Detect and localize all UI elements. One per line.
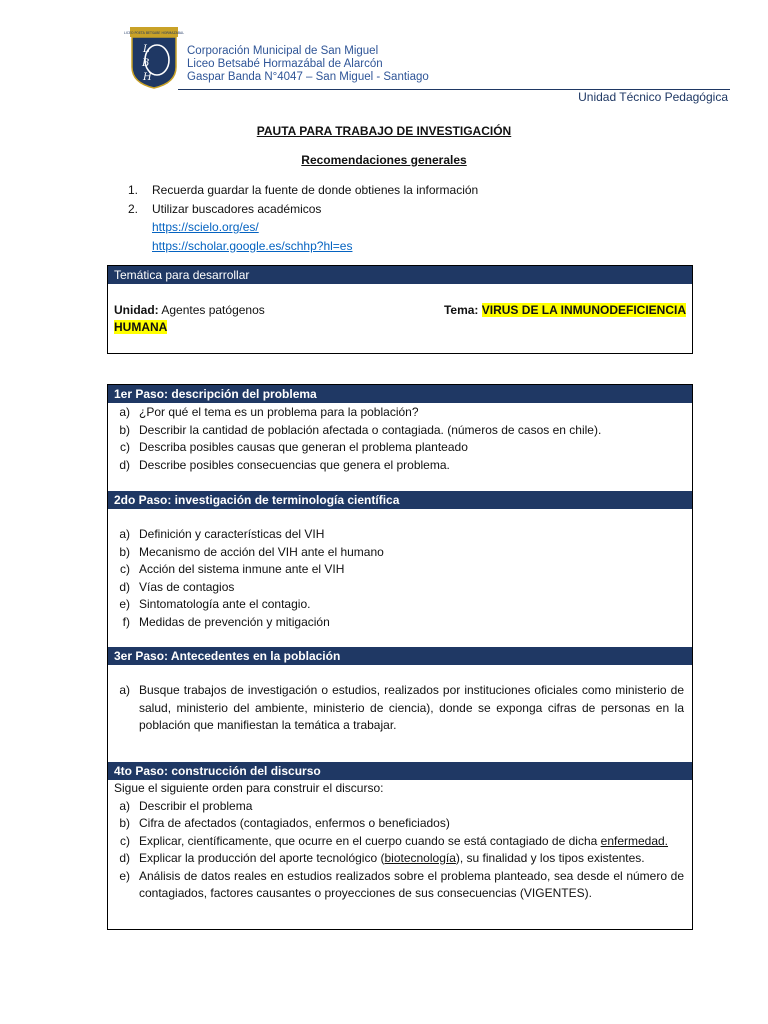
google-scholar-link[interactable]: https://scholar.google.es/schhp?hl=es xyxy=(152,238,353,253)
list-item xyxy=(128,200,478,219)
document-title: PAUTA PARA TRABAJO DE INVESTIGACIÓN xyxy=(256,124,512,138)
logo-text: LICEO POETA BETSABE HORMAZABAL xyxy=(124,31,184,35)
list-item: f) Medidas de prevención y mitigación xyxy=(122,614,330,629)
step1-header: 1er Paso: descripción del problema xyxy=(108,385,692,403)
logo-letter: B xyxy=(142,58,150,69)
step4-list xyxy=(108,780,692,903)
scielo-link[interactable]: https://scielo.org/es/ xyxy=(152,220,259,234)
topic-body xyxy=(108,284,692,336)
unit-label: Unidad: xyxy=(114,303,159,317)
list-item: d) Describe posibles consecuencias que genera el problema. xyxy=(119,457,450,472)
step1-list xyxy=(108,403,692,491)
list-item: e) Análisis de datos reales en estudios realizados sobre el problema planteado, sea desde el número de contagiados, factores causantes o proyecciones de sus consecuencias (VIGENTES). xyxy=(119,868,684,900)
item-number: 1. xyxy=(128,183,139,197)
logo-letter: H xyxy=(143,72,152,83)
recommendations-list xyxy=(128,181,478,255)
letterhead xyxy=(0,0,768,110)
item-text: Recuerda guardar la fuente de donde obtienes la información xyxy=(152,183,479,197)
unit-field xyxy=(114,302,265,319)
item-number: 2. xyxy=(128,201,139,216)
step2-header: 2do Paso: investigación de terminología científica xyxy=(108,491,692,509)
school-logo xyxy=(124,27,184,89)
logo-letter: L xyxy=(143,44,150,55)
list-item: c) Acción del sistema inmune ante el VIH xyxy=(120,562,345,576)
list-item: d) Explicar la producción del aporte tecnológico (biotecnología), su finalidad y los tipos existentes. xyxy=(119,851,645,865)
steps-box xyxy=(107,384,693,930)
institution-line: Liceo Betsabé Hormazábal de Alarcón xyxy=(187,58,383,70)
section-subtitle: Recomendaciones generales xyxy=(301,153,467,167)
step2-list xyxy=(108,509,692,647)
topic-label: Tema: xyxy=(443,303,479,317)
topic-value-continued: HUMANA xyxy=(114,320,168,334)
item-text: Utilizar buscadores académicos xyxy=(152,201,322,216)
topic-header: Temática para desarrollar xyxy=(108,266,692,284)
department-label: Unidad Técnico Pedagógica xyxy=(578,90,728,104)
list-item: d) Vías de contagios xyxy=(119,579,235,594)
institution-info xyxy=(187,45,429,84)
unit-value: Agentes patógenos xyxy=(161,303,265,317)
institution-line: Corporación Municipal de San Miguel xyxy=(187,45,379,57)
list-item: a) Definición y características del VIH xyxy=(119,527,325,541)
list-item: a) Describir el problema xyxy=(119,798,253,813)
list-item: c) Explicar, científicamente, que ocurre en el cuerpo cuando se está contagiado de dicha enfermedad. xyxy=(120,833,669,848)
list-item: b) Mecanismo de acción del VIH ante el humano xyxy=(119,544,384,559)
step4-header: 4to Paso: construcción del discurso xyxy=(108,762,692,780)
list-item: c) Describa posibles causas que generan el problema planteado xyxy=(120,440,468,454)
list-item xyxy=(128,181,478,200)
step3-list xyxy=(108,665,692,762)
list-item: b) Describir la cantidad de población afectada o contagiada. (números de casos en chile). xyxy=(119,422,602,437)
step3-header: 3er Paso: Antecedentes en la población xyxy=(108,647,692,665)
list-item: a) ¿Por qué el tema es un problema para la población? xyxy=(119,405,419,419)
step4-intro: Sigue el siguiente orden para construir el discurso: xyxy=(114,781,384,795)
list-item: e) Sintomatología ante el contagio. xyxy=(119,597,311,611)
topic-field xyxy=(444,302,686,319)
list-item: a) Busque trabajos de investigación o estudios, realizados por instituciones oficiales como ministerio de salud, ministerio del ambiente, ministerio de ciencia), donde se exponga cifras de personas en la población que manifiestan la temática a trabajar. xyxy=(119,683,684,732)
topic-box xyxy=(107,265,693,354)
list-item: b) Cifra de afectados (contagiados, enfermos o beneficiados) xyxy=(119,816,450,830)
institution-line: Gaspar Banda N°4047 – San Miguel - Santiago xyxy=(187,71,429,83)
topic-value: VIRUS DE LA INMUNODEFICIENCIA xyxy=(481,303,686,317)
